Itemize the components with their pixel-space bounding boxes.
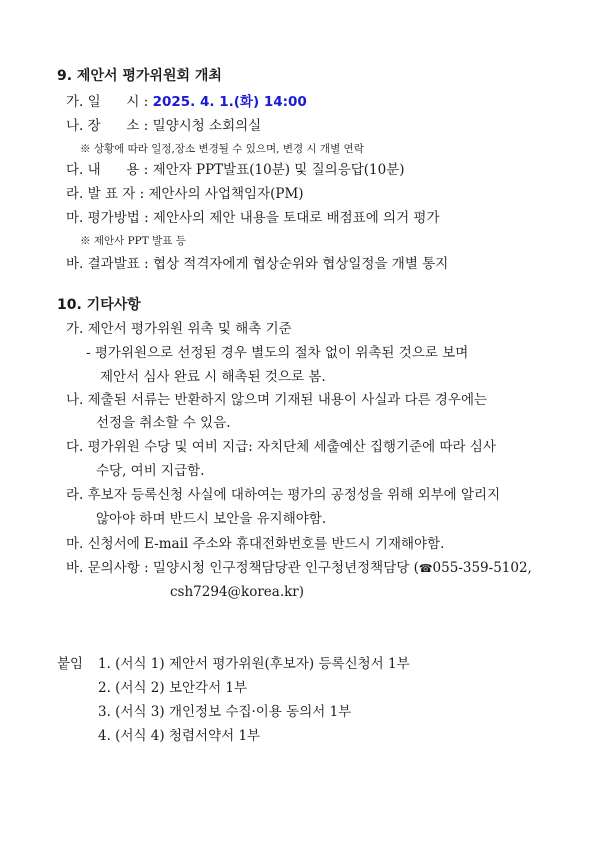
- section-10-item-d-line2: 않아야 하며 반드시 보안을 유지해야함.: [96, 511, 327, 527]
- contact-phone: 055-359-5102,: [432, 560, 532, 576]
- section-10-item-d-line1: 라. 후보자 등록신청 사실에 대하여는 평가의 공정성을 위해 외부에 알리지: [66, 487, 501, 503]
- attachments-label: 붙임: [57, 656, 84, 672]
- section-10-item-f-line1: [66, 559, 532, 578]
- attachment-item: 2. (서식 2) 보안각서 1부: [98, 680, 248, 696]
- attachment-item: 3. (서식 3) 개인정보 수집·이용 동의서 1부: [98, 704, 352, 720]
- phone-icon: ☎: [418, 562, 433, 575]
- section-10-item-a-sub1: - 평가위원으로 선정된 경우 별도의 절차 없이 위촉된 것으로 보며: [86, 345, 469, 361]
- date-label: 가. 일 시 :: [66, 94, 153, 110]
- section-9-item-method: 마. 평가방법 : 제안사의 제안 내용을 토대로 배점표에 의거 평가: [66, 210, 440, 226]
- section-10-item-f-line2: csh7294@korea.kr): [170, 584, 305, 600]
- section-9-item-place: 나. 장 소 : 밀양시청 소회의실: [66, 118, 262, 134]
- contact-prefix: 바. 문의사항 : 밀양시청 인구정책담당관 인구청년정책담당 (: [66, 560, 419, 576]
- date-value: 2025. 4. 1.(화) 14:00: [152, 94, 307, 110]
- section-9-item-result: 바. 결과발표 : 협상 적격자에게 협상순위와 협상일정을 개별 통지: [66, 256, 449, 272]
- attachment-item: 1. (서식 1) 제안서 평가위원(후보자) 등록신청서 1부: [98, 656, 410, 672]
- section-9-item-content: 다. 내 용 : 제안자 PPT발표(10분) 및 질의응답(10분): [66, 162, 405, 178]
- section-10-item-c-line2: 수당, 여비 지급함.: [96, 463, 205, 479]
- section-10-item-b-line1: 나. 제출된 서류는 반환하지 않으며 기재된 내용이 사실과 다른 경우에는: [66, 392, 488, 408]
- section-9-item-presenter: 라. 발 표 자 : 제안사의 사업책임자(PM): [66, 186, 304, 202]
- section-10-item-e: 마. 신청서에 E-mail 주소와 휴대전화번호를 반드시 기재해야함.: [66, 536, 445, 552]
- section-9-place-note: ※ 상황에 따라 일정,장소 변경될 수 있으며, 변경 시 개별 연락: [80, 143, 364, 155]
- section-9-heading: 9. 제안서 평가위원회 개최: [57, 68, 222, 84]
- section-10-item-a-sub2: 제안서 심사 완료 시 해촉된 것으로 봄.: [100, 369, 326, 385]
- section-10-item-b-line2: 선정을 취소할 수 있음.: [96, 415, 231, 431]
- section-10-item-a: 가. 제안서 평가위원 위촉 및 해촉 기준: [66, 321, 292, 337]
- section-10-heading: 10. 기타사항: [57, 297, 141, 313]
- section-9-item-date: [66, 93, 307, 111]
- section-9-method-note: ※ 제안사 PPT 발표 등: [80, 235, 186, 247]
- attachment-item: 4. (서식 4) 청렴서약서 1부: [98, 728, 261, 744]
- section-10-item-c-line1: 다. 평가위원 수당 및 여비 지급: 자치단체 세출예산 집행기준에 따라 심사: [66, 439, 496, 455]
